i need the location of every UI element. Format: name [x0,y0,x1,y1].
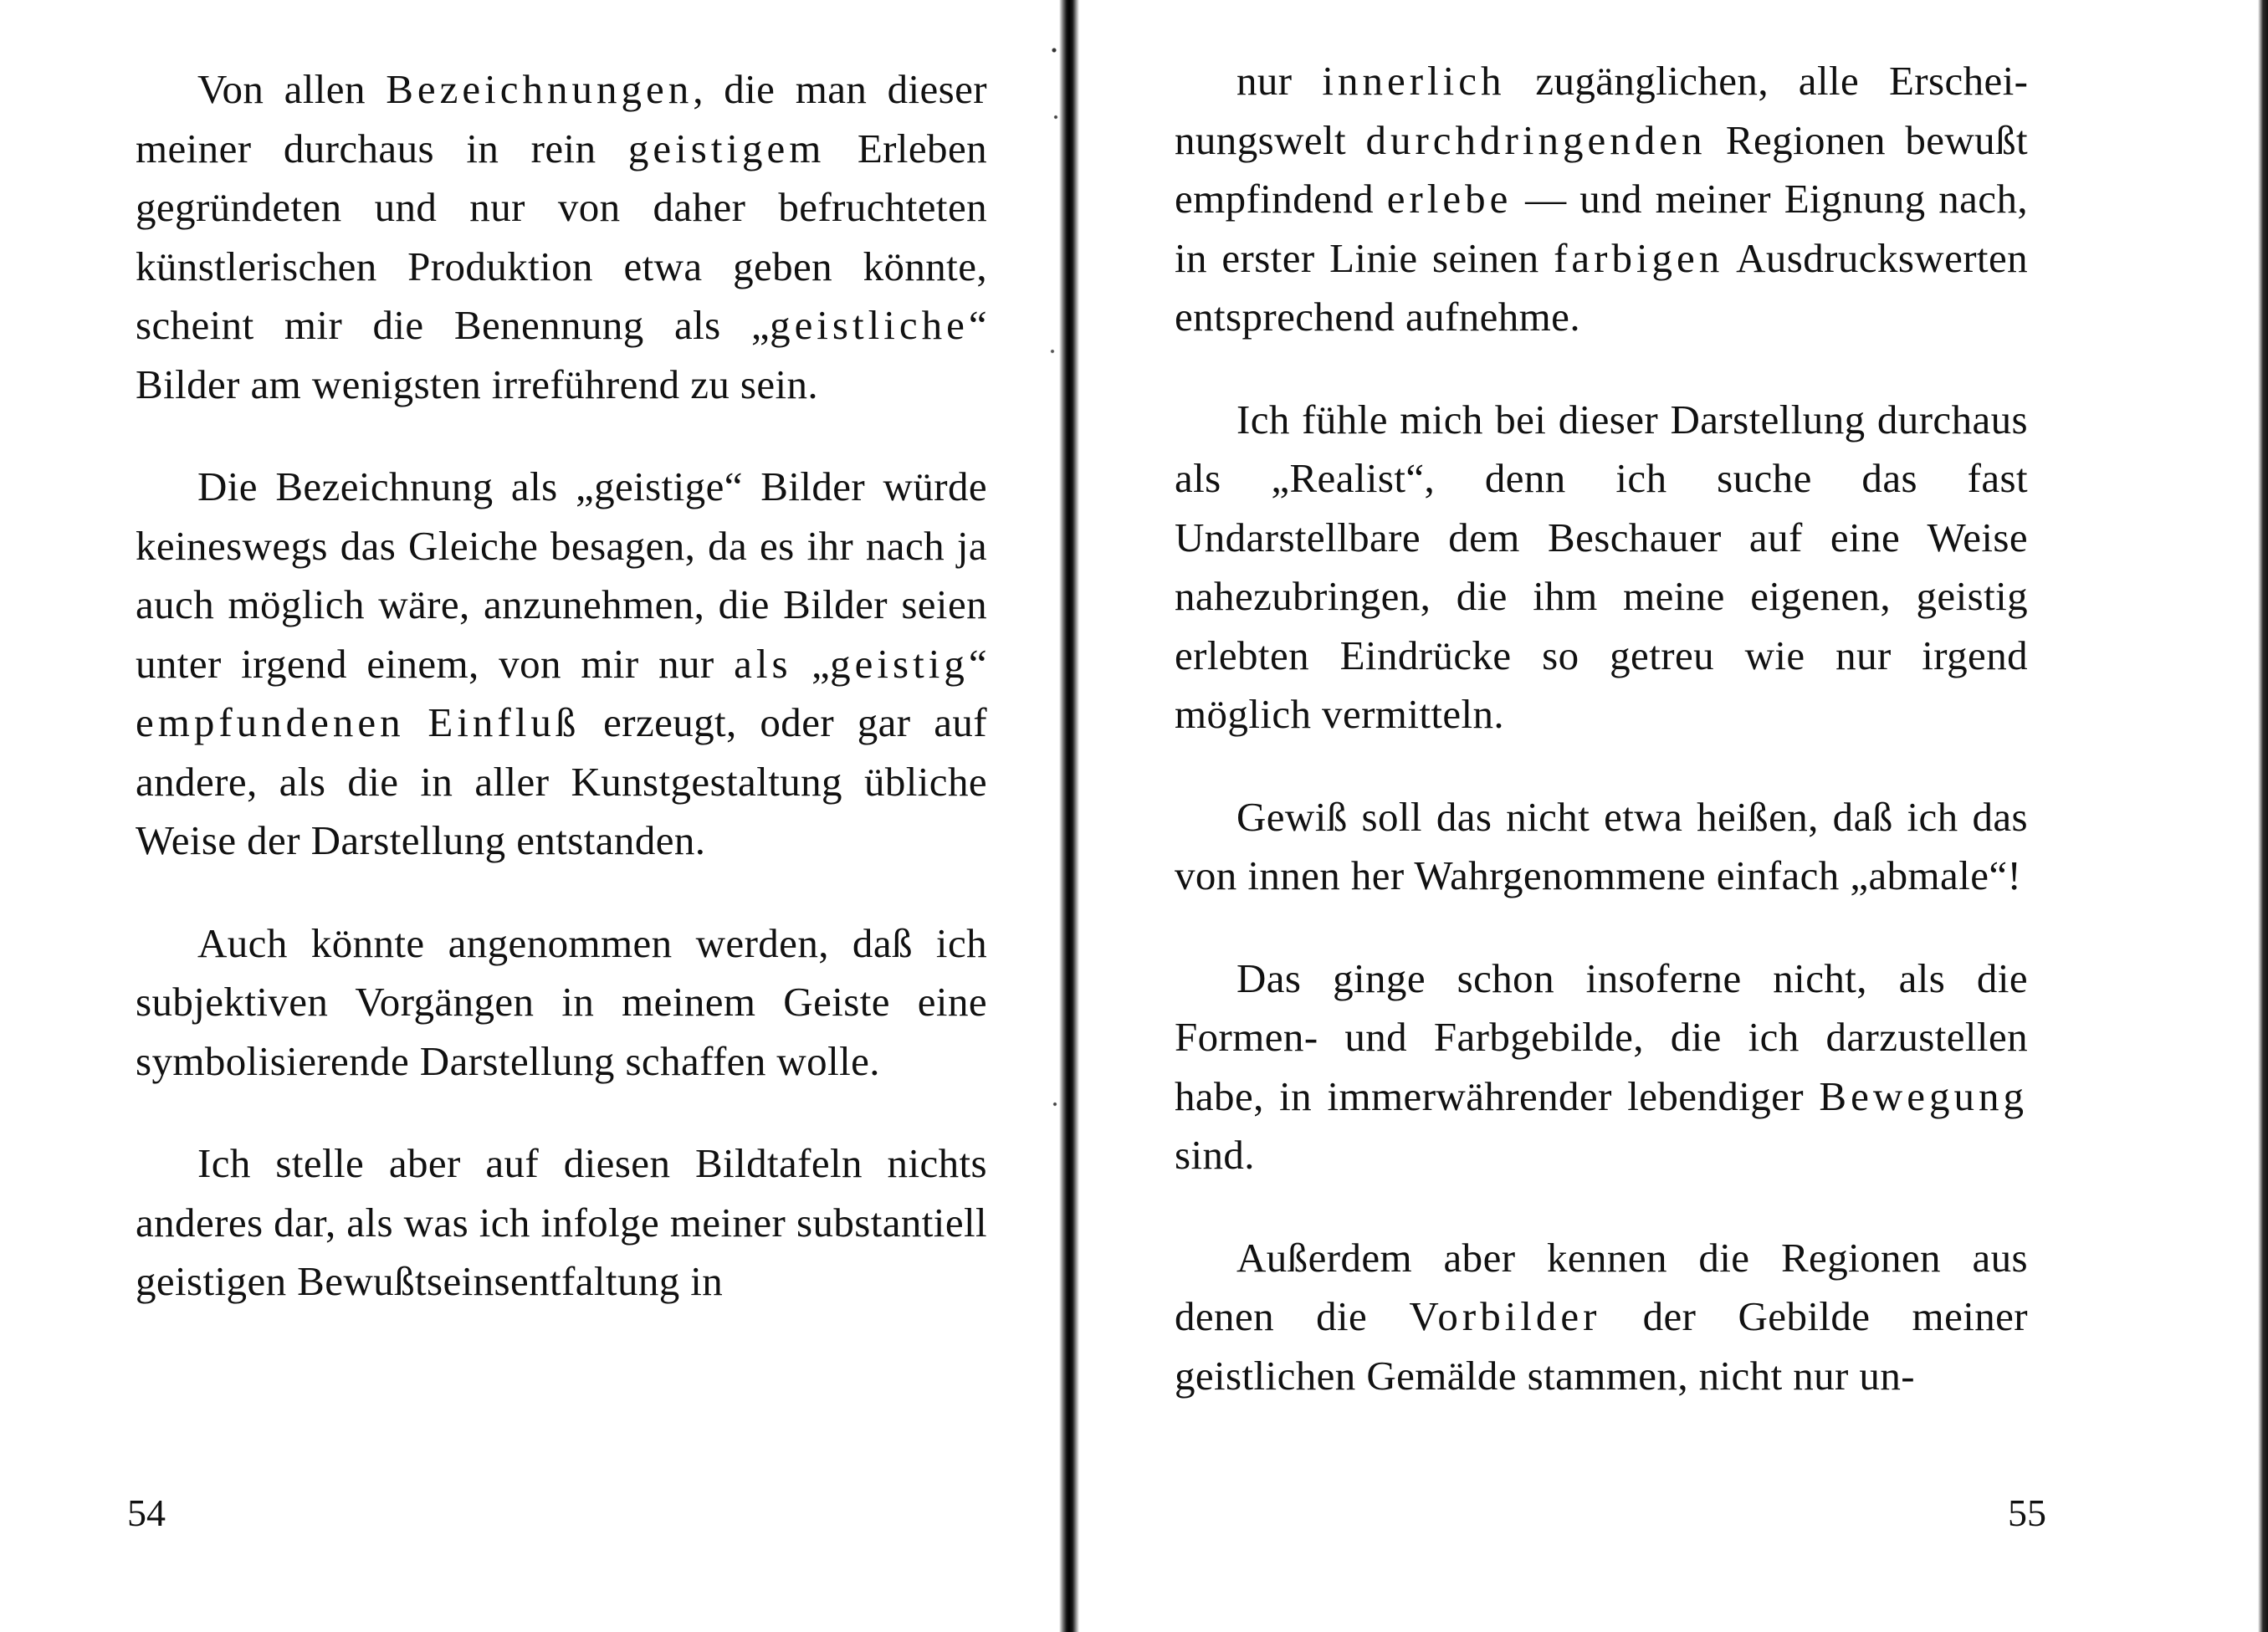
text-run: Außerdem aber kennen die Regionen aus denen die [1175,1234,2028,1339]
right-page-text [1175,52,2028,1405]
emphasized-word: farbigen [1554,234,1724,281]
emphasized-word: Bezeichnungen [386,66,694,112]
paragraph [136,60,987,414]
paragraph [136,1134,987,1312]
paragraph [136,914,987,1092]
text-run: “ Bilder am wenigsten irreführend zu sein. [136,302,987,407]
right-page [1081,0,2268,1632]
left-page-text [136,60,987,1312]
text-run: , die man dieser meiner durchaus in rein [136,66,988,171]
text-run: nur [1236,58,1323,104]
page-number-left: 54 [127,1491,166,1534]
paragraph [1175,949,2028,1185]
emphasized-word: als [734,640,792,687]
page-edge-shadow [2258,0,2268,1632]
emphasized-word: geistliche [770,302,969,348]
emphasized-word: empfundenen [136,699,405,745]
emphasized-word: Bewegung [1819,1072,2028,1119]
text-run: Regionen bewußt empfindend [1175,116,2028,222]
text-run [405,699,428,745]
page-number-right: 55 [2008,1491,2046,1534]
text-run: Erleben gegründeten und nur von daher befruchteten künstlerischen Produktion etwa geben könnte, scheint mir die Benennung als „ [136,125,987,348]
text-run: Gewiß soll das nicht etwa heißen, daß ich das von innen her Wahrgenommene einfach „abmale“! [1175,793,2028,898]
text-run: „ [791,640,831,687]
paragraph [1175,391,2028,744]
paragraph [136,458,987,871]
text-run: sind. [1175,1132,1255,1178]
emphasized-word: geistig [830,640,969,687]
text-run: der Gebilde meiner geistlichen Gemälde stammen, nicht nur un- [1175,1293,2028,1399]
text-run: Das ginge schon insoferne nicht, als die Formen- und Farbgebilde, die ich darzustellen habe, in immerwährender lebendiger [1175,954,2028,1119]
emphasized-word: Einfluß [427,699,581,745]
emphasized-word: Vorbilder [1409,1293,1601,1339]
text-run: — und meiner Eignung nach, in erster Linie seinen [1175,176,2028,281]
text-run: erzeugt, oder gar auf andere, als die in aller Kunstgestaltung übliche Weise der Darstellung entstanden. [136,699,987,863]
emphasized-word: innerlich [1322,58,1506,104]
emphasized-word: erlebe [1386,176,1513,222]
paragraph [1175,1229,2028,1406]
emphasized-word: durchdringenden [1365,116,1707,163]
paragraph [1175,52,2028,347]
text-run: Auch könnte angenommen werden, daß ich subjektiven Vorgängen in meinem Geiste eine symbolisierende Darstellung schaffen wolle. [136,919,987,1084]
emphasized-word: geistigem [627,125,826,171]
text-run: Ich fühle mich bei dieser Darstellung durchaus als „Realist“, denn ich suche das fast Undarstellbare dem Beschauer auf eine Weise nahezubringen, die ihm meine eigenen, geistig erlebten Eindrücke so getreu wie nur irgend möglich vermitteln. [1175,396,2028,737]
text-run: zugänglichen, alle Erscheinungswelt [1175,58,2028,163]
book-gutter [1059,0,1079,1632]
text-run: “ [968,640,987,687]
text-run: Ich stelle aber auf diesen Bildtafeln nichts anderes dar, als was ich infolge meiner substantiell geistigen Bewußtseinsentfaltung in [136,1140,987,1304]
paragraph [1175,788,2028,906]
text-run: Ausdruckswerten entsprechend aufnehme. [1175,234,2028,340]
text-run: Die Bezeichnung als „geistige“ Bilder würde keineswegs das Gleiche besagen, da es ihr nach ja auch möglich wäre, anzunehmen, die Bilder seien unter irgend einem, von mir nur [136,463,987,687]
gutter-specks [1047,0,1059,1632]
text-run: Von allen [197,66,387,112]
left-page [0,0,1056,1632]
